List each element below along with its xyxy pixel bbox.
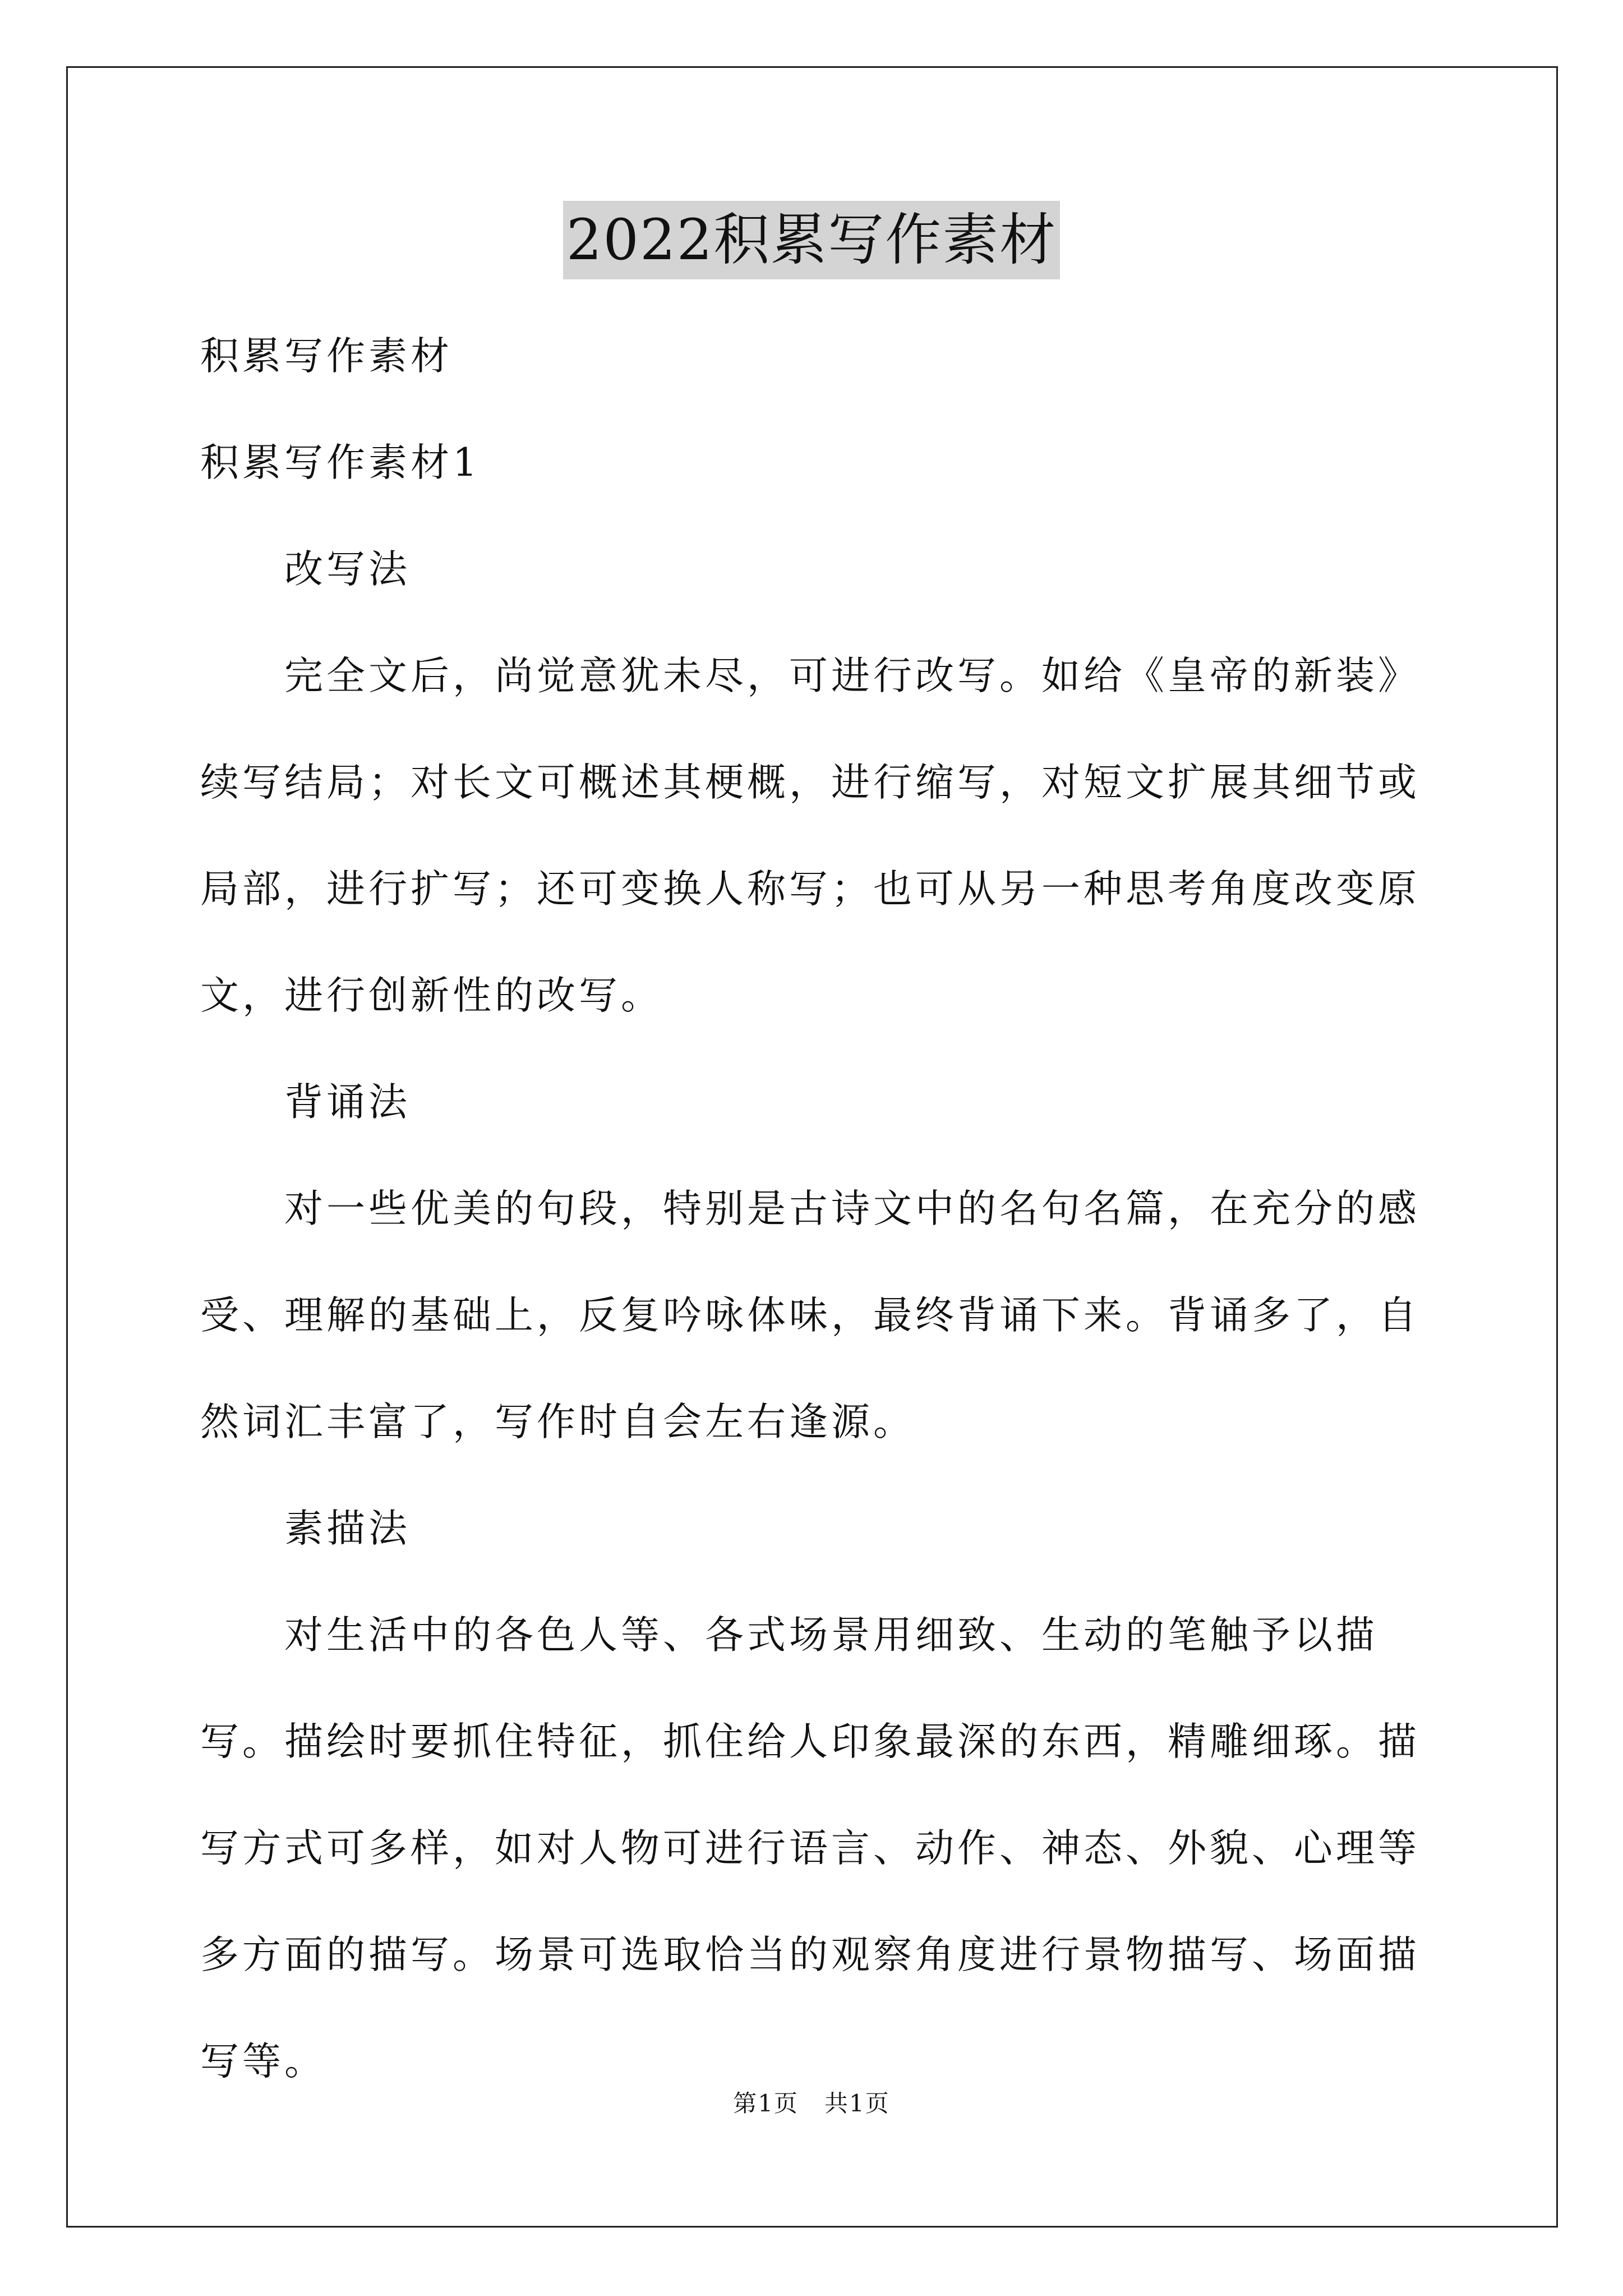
page-footer: [0, 2087, 1623, 2120]
paragraph-rewrite-body: 完全文后，尚觉意犹未尽，可进行改写。如给《皇帝的新装》续写结局；对长文可概述其梗概，进行缩写，对短文扩展其细节或局部，进行扩写；还可变换人称写；也可从另一种思考角度改变原文，进行创新性的改写。: [200, 654, 1420, 1018]
title-container: [0, 201, 1623, 279]
section-heading-sketch: 素描法: [284, 1506, 411, 1551]
document-body: [200, 303, 1428, 2115]
page-number: 第1页: [733, 2090, 799, 2117]
paragraph-sketch-body: 对生活中的各色人等、各式场景用细致、生动的笔触予以描写。描绘时要抓住特征，抓住给人印象最深的东西，精雕细琢。描写方式可多样，如对人物可进行语言、动作、神态、外貌、心理等多方面的描写。场景可选取恰当的观察角度进行景物描写、场面描写等。: [200, 1613, 1420, 2084]
section-heading-rewrite: 改写法: [284, 547, 411, 592]
paragraph-heading: 积累写作素材: [200, 334, 453, 379]
paragraph-recite-body: 对一些优美的句段，特别是古诗文中的名句名篇，在充分的感受、理解的基础上，反复吟咏体味，最终背诵下来。背诵多了，自然词汇丰富了，写作时自会左右逢源。: [200, 1186, 1420, 1444]
page-total: 共1页: [824, 2090, 890, 2117]
section-heading-recite: 背诵法: [284, 1080, 411, 1125]
paragraph-subheading: 积累写作素材1: [200, 440, 481, 485]
document-title: 2022积累写作素材: [563, 201, 1061, 279]
